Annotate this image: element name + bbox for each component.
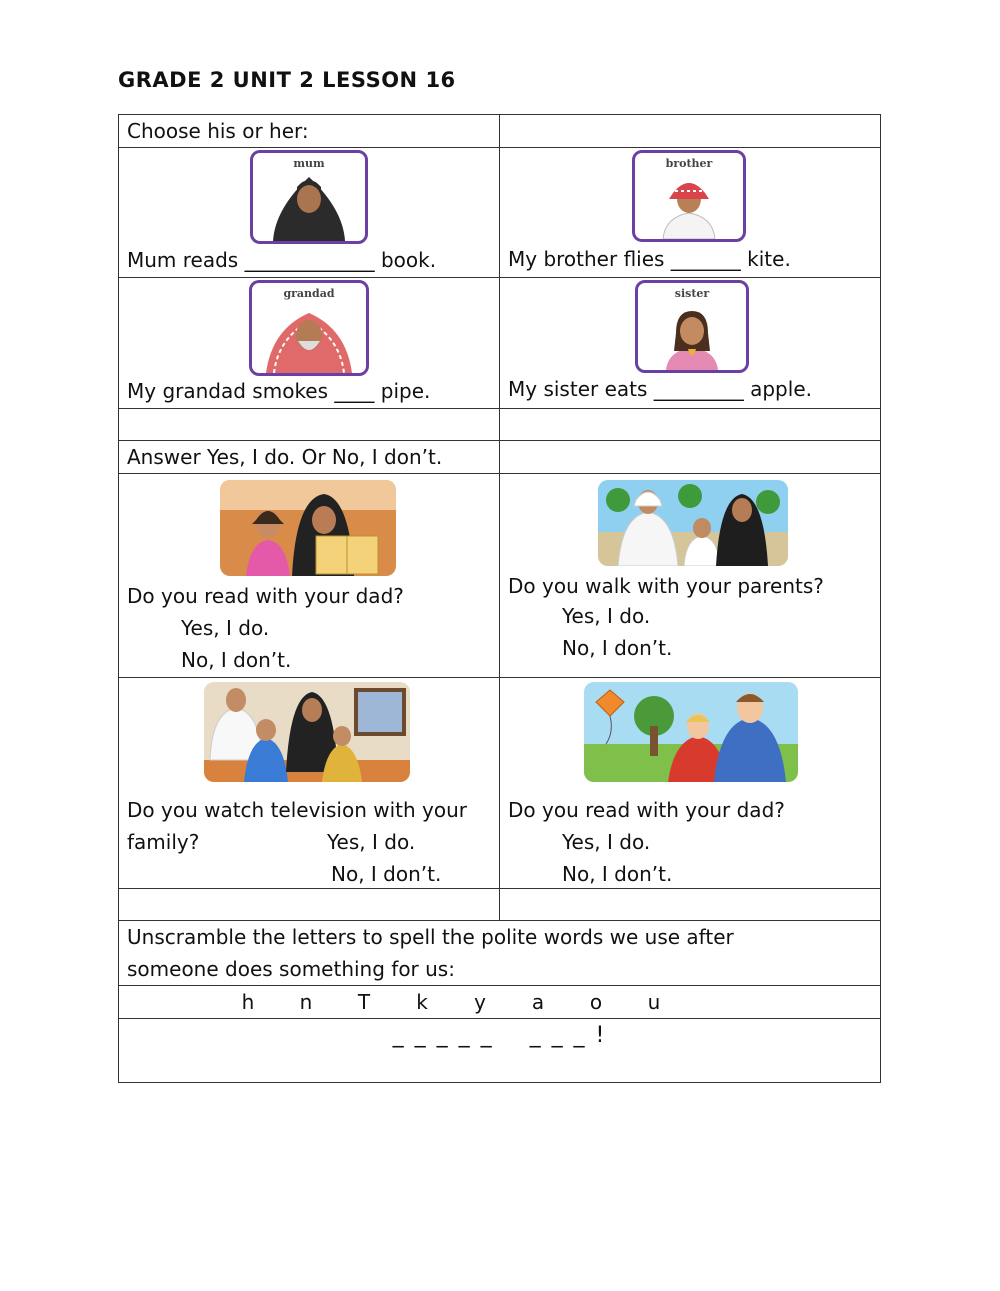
question-4-no: No, I don’t. [562,862,673,886]
empty-cell [119,409,500,441]
answer-cell [119,1019,881,1083]
sentence-grandad: My grandad smokes ____ pipe. [127,379,431,403]
question-1-yes: Yes, I do. [181,616,270,640]
sentence-sister: My sister eats _________ apple. [508,377,812,401]
question-item-3 [119,678,500,889]
question-item-2 [500,474,881,678]
letter: n [299,990,313,1014]
letter: h [241,990,255,1014]
item-sister [500,278,881,409]
section2-instruction: Answer Yes, I do. Or No, I don’t. [127,445,443,469]
section3-instruction-line1: Unscramble the letters to spell the polite words we use after [127,925,734,949]
grandad-card-label: grandad [283,287,335,300]
item-grandad [119,278,500,409]
letter: k [416,990,428,1014]
question-item-4 [500,678,881,889]
item-mum [119,148,500,278]
question-1-text: Do you read with your dad? [127,584,404,608]
grandad-picture [252,299,366,373]
question-2-text: Do you walk with your parents? [508,574,824,598]
question-2-no: No, I don’t. [562,636,673,660]
question-4-yes: Yes, I do. [562,830,651,854]
question-2-yes: Yes, I do. [562,604,651,628]
tv-scene-picture [204,682,410,782]
empty-cell [500,441,881,474]
brother-picture [635,169,743,239]
question-3-no: No, I don’t. [331,862,442,886]
section3-instruction-line2: someone does something for us: [127,957,455,981]
walking-scene-picture [598,480,788,566]
empty-cell [500,409,881,441]
mum-card-label: mum [293,157,325,170]
reading-scene-picture [220,480,396,576]
letter: T [357,990,371,1014]
page-title: GRADE 2 UNIT 2 LESSON 16 [118,68,456,92]
mum-card [250,150,368,244]
empty-cell [500,889,881,921]
question-item-1 [119,474,500,678]
sentence-mum: Mum reads _____________ book. [127,248,437,272]
kite-scene-picture [584,682,798,782]
brother-card [632,150,746,242]
letter: a [531,990,545,1014]
sister-picture [638,299,746,370]
sister-card [635,280,749,373]
mum-picture [253,169,365,241]
question-3-yes: Yes, I do. [327,830,416,854]
letter: o [589,990,603,1014]
section3-instruction-cell [119,921,881,986]
section1-instruction: Choose his or her: [127,119,309,143]
question-4-text: Do you read with your dad? [508,798,785,822]
letter: y [474,990,486,1014]
question-1-no: No, I don’t. [181,648,292,672]
question-3-text-line2: family? [127,830,200,854]
scrambled-letters [119,986,880,1018]
question-3-text-line1: Do you watch television with your [127,798,467,822]
grandad-card [249,280,369,376]
item-brother [500,148,881,278]
section2-instruction-cell [119,441,500,474]
letter: u [647,990,661,1014]
brother-card-label: brother [665,157,713,170]
sister-card-label: sister [674,287,710,300]
section1-instruction-cell [119,115,500,148]
worksheet-table [118,114,881,1083]
empty-cell [500,115,881,148]
answer-blanks: _ _ _ _ _ _ _ _ ! [392,1023,607,1048]
empty-cell [119,889,500,921]
sentence-brother: My brother flies _______ kite. [508,247,791,271]
scrambled-letters-cell [119,986,881,1019]
